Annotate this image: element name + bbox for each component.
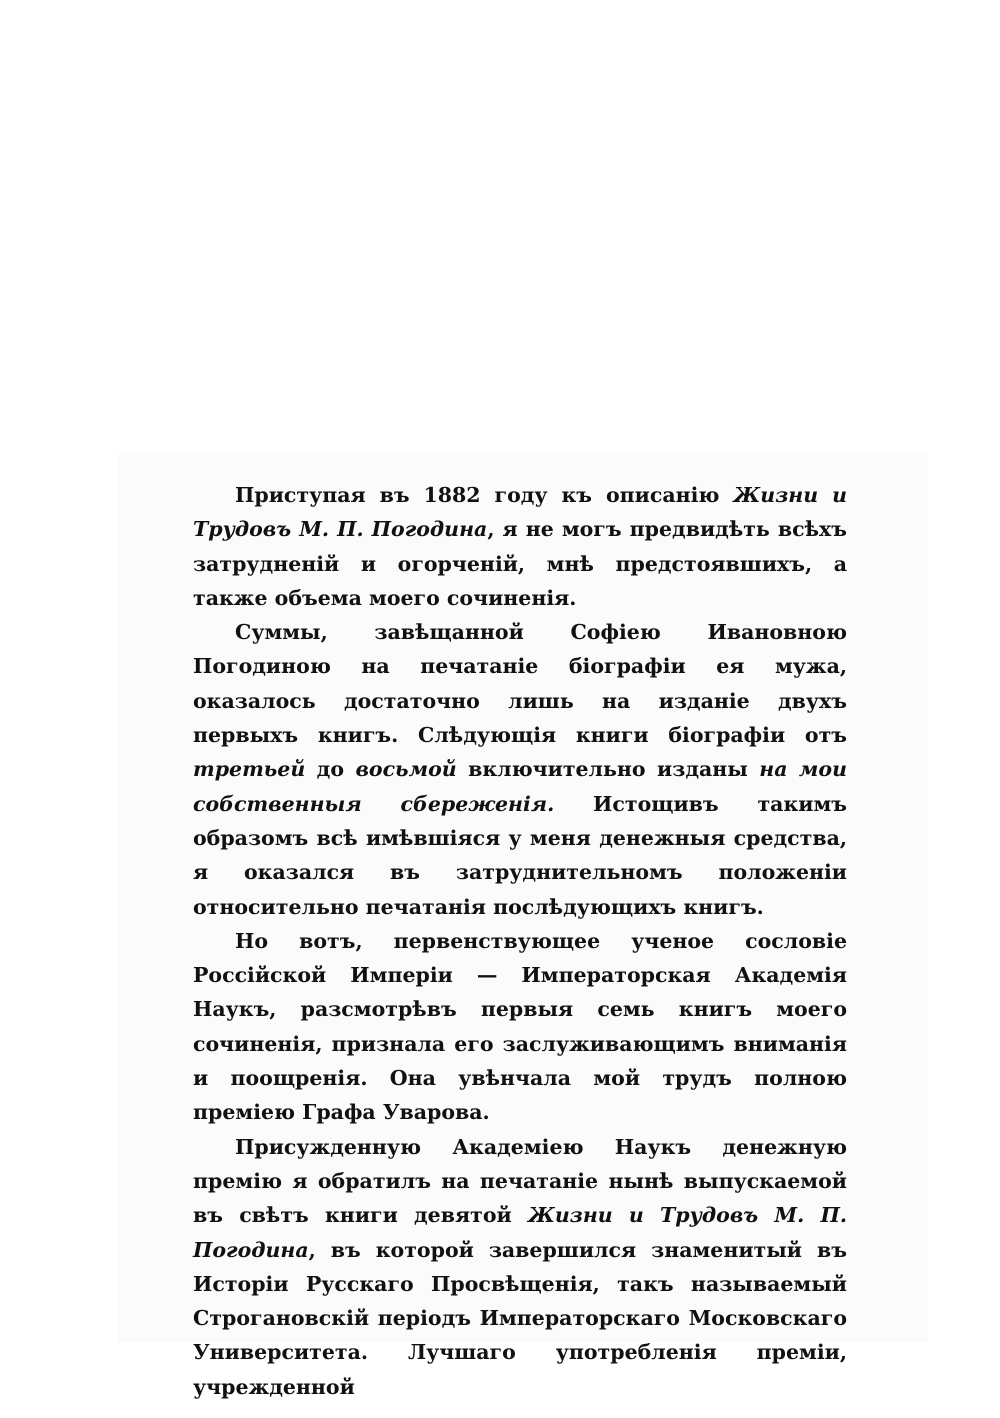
p2-text-c: включительно изданы [456, 757, 760, 782]
p1-text-b: , я не могъ предвидѣть всѣхъ затрудненій и огорченій, мнѣ предстоявшихъ, а также объема моего сочиненія. [193, 517, 847, 610]
document-body [193, 478, 847, 1404]
p2-italic-own-savings: на мои собственныя сбереженія. [193, 757, 847, 816]
p4-text-b: , въ которой завершился знаменитый въ Исторіи Русскаго Просвѣщенія, такъ называемый Строгановскій періодъ Императорскаго Московскаго Университета. Лучшаго употребленія преміи, учрежденной [193, 1237, 847, 1399]
paragraph-4 [193, 1130, 847, 1404]
paragraph-2 [193, 615, 847, 924]
p2-text-a: Суммы, завѣщанной Софіею Ивановною Погодиною на печатаніе біографіи ея мужа, оказалось достаточно лишь на изданіе двухъ первыхъ книгъ. Слѣдующія книги біографіи отъ [193, 620, 847, 748]
p1-text-a: Приступая въ 1882 году къ описанію [235, 483, 734, 507]
p4-text-a: Присужденную Академіею Наукъ денежную премію я обратилъ на печатаніе нынѣ выпускаемой въ свѣтъ книги девятой [193, 1134, 847, 1228]
p2-text-b: до [305, 757, 356, 782]
p4-title-italic: Жизни и Трудовъ М. П. Погодина [193, 1203, 847, 1262]
paragraph-3 [193, 924, 847, 1130]
p1-title-italic: Жизни и Трудовъ М. П. Погодина [193, 483, 847, 542]
p3-text: Но вотъ, первенствующее ученое сословіе Россійской Имперіи — Императорская Академія Наукъ, разсмотрѣвъ первыя семь книгъ моего сочиненія, признала его заслуживающимъ вниманія и поощренія. Она увѣнчала мой трудъ полною преміею Графа Уварова. [193, 928, 847, 1125]
paragraph-1 [193, 478, 847, 615]
p2-italic-eighth: восьмой [355, 757, 457, 782]
p2-text-d: Истощивъ такимъ образомъ всѣ имѣвшіяся у меня денежныя средства, я оказался въ затруднительномъ положеніи относительно печатанія послѣдующихъ книгъ. [193, 791, 847, 919]
p2-italic-third: третьей [193, 757, 306, 782]
